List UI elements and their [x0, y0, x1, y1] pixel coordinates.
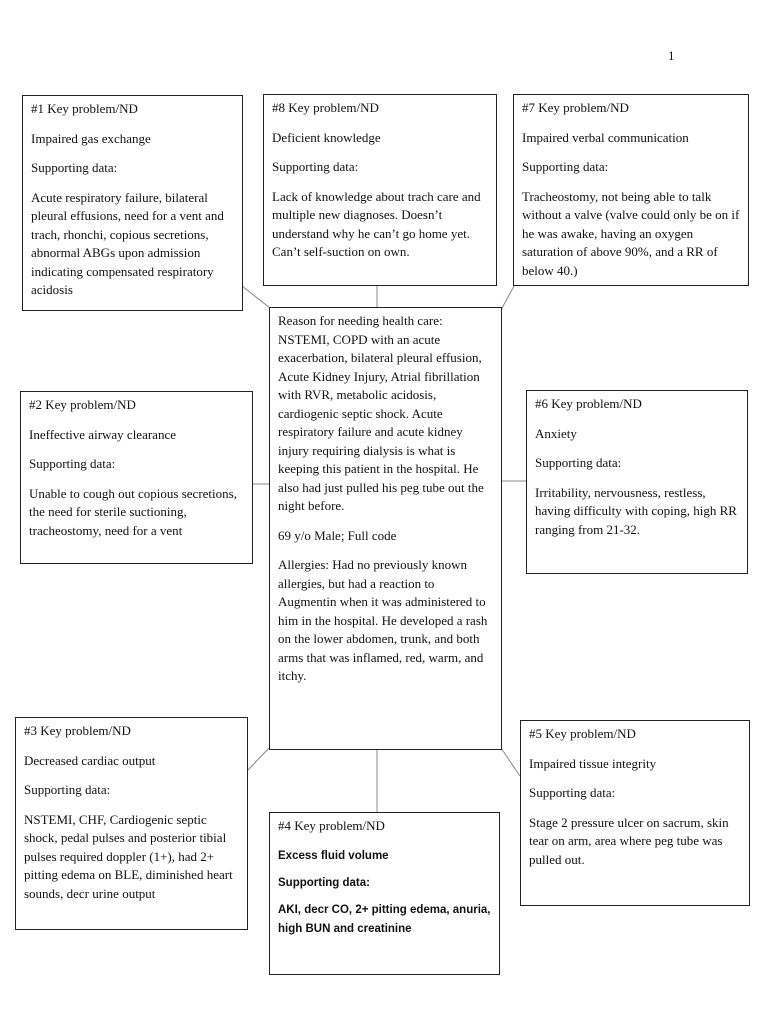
nursing-diagnosis: Ineffective airway clearance	[29, 426, 176, 442]
problem-box-5	[520, 720, 750, 906]
problem-heading: #6 Key problem/ND	[535, 396, 642, 411]
supporting-data-label: Supporting data:	[278, 876, 370, 889]
nursing-diagnosis: Excess fluid volume	[278, 849, 389, 862]
connector-p5	[501, 748, 520, 776]
allergies: Allergies: Had no previously known allergies, but had a reaction to Augmentin when it was administered to him in the hospital. He developed a rash on the lower abdomen, trunk, and both arms that was inflamed, red, warm, and itchy.	[278, 557, 488, 683]
supporting-data-label: Supporting data:	[31, 160, 118, 175]
problem-heading: #1 Key problem/ND	[31, 101, 138, 116]
problem-box-4	[269, 812, 500, 975]
patient-demographics: 69 y/o Male; Full code	[278, 527, 397, 543]
connector-p1	[242, 286, 270, 308]
problem-box-8	[263, 94, 497, 286]
supporting-data: Irritability, nervousness, restless, having difficulty with coping, high RR ranging from 21-32.	[535, 484, 737, 537]
nursing-diagnosis: Impaired gas exchange	[31, 130, 151, 146]
center-patient-box	[269, 307, 502, 750]
supporting-data: Acute respiratory failure, bilateral pleural effusions, need for a vent and trach, rhonchi, copious secretions, abnormal ABGs upon admission indicating compensated respiratory acidosis	[31, 189, 224, 297]
supporting-data: NSTEMI, CHF, Cardiogenic septic shock, pedal pulses and posterior tibial pulses required doppler (1+), had 2+ pitting edema on BLE, diminished heart sounds, decr urine output	[24, 811, 233, 901]
nursing-diagnosis: Impaired verbal communication	[522, 129, 689, 145]
problem-box-1	[22, 95, 243, 311]
nursing-diagnosis: Decreased cardiac output	[24, 752, 156, 768]
supporting-data: Lack of knowledge about trach care and multiple new diagnoses. Doesn’t understand why he can’t go home yet. Can’t self-suction on own.	[272, 188, 481, 259]
supporting-data-label: Supporting data:	[24, 782, 111, 797]
supporting-data-label: Supporting data:	[272, 159, 359, 174]
problem-heading: #7 Key problem/ND	[522, 100, 629, 115]
nursing-diagnosis: Anxiety	[535, 425, 577, 441]
problem-heading: #4 Key problem/ND	[278, 818, 385, 833]
reason-for-care: Reason for needing health care: NSTEMI, COPD with an acute exacerbation, bilateral pleural effusion, Acute Kidney Injury, Atrial fibrillation with RVR, metabolic acidosis, cardiogenic septic shock. Acute respiratory failure and acute kidney injury requiring dialysis is what is keeping this patient in the hospital. He also had just pulled his peg tube out the night before.	[278, 313, 484, 513]
supporting-data: Unable to cough out copious secretions, the need for sterile suctioning, tracheostomy, need for a vent	[29, 485, 237, 538]
problem-heading: #8 Key problem/ND	[272, 100, 379, 115]
nursing-diagnosis: Impaired tissue integrity	[529, 755, 657, 771]
problem-heading: #5 Key problem/ND	[529, 726, 636, 741]
supporting-data: AKI, decr CO, 2+ pitting edema, anuria, high BUN and creatinine	[278, 903, 491, 935]
problem-box-3	[15, 717, 248, 930]
connector-p7	[501, 286, 514, 310]
problem-heading: #2 Key problem/ND	[29, 397, 136, 412]
connector-p3	[248, 748, 269, 770]
page-number: 1	[668, 48, 675, 63]
problem-box-2	[20, 391, 253, 564]
problem-heading: #3 Key problem/ND	[24, 723, 131, 738]
supporting-data: Tracheostomy, not being able to talk without a valve (valve could only be on if he was awake, having an oxygen saturation of above 90%, and a RR of below 40.)	[522, 188, 740, 278]
supporting-data-label: Supporting data:	[522, 159, 609, 174]
problem-box-6	[526, 390, 748, 574]
nursing-diagnosis: Deficient knowledge	[272, 129, 381, 145]
problem-box-7	[513, 94, 749, 286]
supporting-data-label: Supporting data:	[29, 456, 116, 471]
supporting-data-label: Supporting data:	[529, 785, 616, 800]
supporting-data: Stage 2 pressure ulcer on sacrum, skin tear on arm, area where peg tube was pulled out.	[529, 814, 729, 867]
supporting-data-label: Supporting data:	[535, 455, 622, 470]
